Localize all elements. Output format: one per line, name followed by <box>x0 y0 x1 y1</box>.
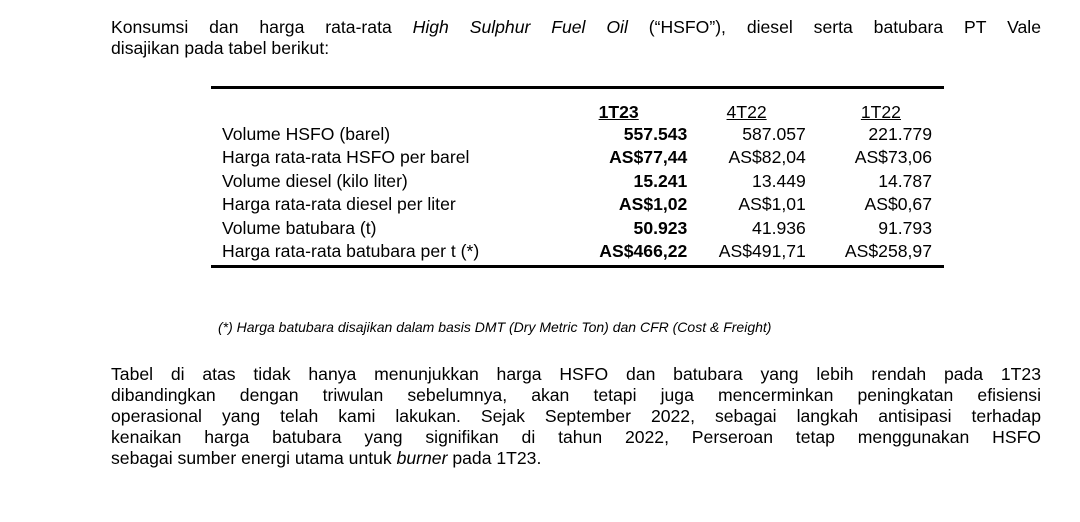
body-line-5-text-b: pada 1T23. <box>447 448 542 468</box>
body-paragraph <box>111 364 1041 469</box>
table-header-row <box>211 88 944 123</box>
row-label: Harga rata-rata diesel per liter <box>222 194 456 215</box>
value-1t23: AS$77,44 <box>609 147 688 168</box>
row-label: Volume diesel (kilo liter) <box>222 170 408 191</box>
body-italic-term: burner <box>396 448 448 468</box>
value-1t22: AS$73,06 <box>854 147 932 168</box>
value-1t23: 557.543 <box>623 123 688 144</box>
value-4t22: 587.057 <box>742 123 806 144</box>
body-line-4: kenaikan harga batubara yang signifikan di tahun 2022, Perseroan tetap menggunakan HSFO <box>111 427 1041 447</box>
value-4t22: AS$82,04 <box>728 147 806 168</box>
intro-italic-term: High Sulphur Fuel Oil <box>412 17 628 37</box>
row-label: Harga rata-rata HSFO per barel <box>222 147 470 168</box>
intro-line-1 <box>111 17 1041 38</box>
consumption-price-table <box>211 86 944 268</box>
table-footnote: (*) Harga batubara disajikan dalam basis DMT (Dry Metric Ton) dan CFR (Cost & Freight) <box>218 319 772 335</box>
value-1t23: 15.241 <box>633 170 688 191</box>
value-1t23: 50.923 <box>633 217 688 238</box>
row-label: Volume batubara (t) <box>222 217 377 238</box>
body-line-1: Tabel di atas tidak hanya menunjukkan harga HSFO dan batubara yang lebih rendah pada 1T23 <box>111 364 1041 384</box>
value-1t22: AS$0,67 <box>864 194 932 215</box>
value-4t22: 41.936 <box>752 217 806 238</box>
value-4t22: AS$491,71 <box>687 240 806 267</box>
value-1t22: AS$258,97 <box>806 240 944 267</box>
row-label: Volume HSFO (barel) <box>222 123 391 144</box>
intro-line-2: disajikan pada tabel berikut: <box>111 38 330 58</box>
value-1t23: AS$1,02 <box>618 194 688 215</box>
header-1t22: 1T22 <box>806 88 944 123</box>
value-1t23: AS$466,22 <box>544 240 687 267</box>
value-1t22: 14.787 <box>878 170 932 191</box>
body-line-5 <box>111 448 1041 469</box>
header-label-cell <box>211 88 544 123</box>
value-4t22: AS$1,01 <box>738 194 806 215</box>
table-row <box>211 146 944 170</box>
row-label: Harga rata-rata batubara per t (*) <box>211 240 544 267</box>
value-1t22: 221.779 <box>868 123 932 144</box>
table-row <box>211 240 944 267</box>
header-1t23: 1T23 <box>544 88 687 123</box>
value-4t22: 13.449 <box>752 170 806 191</box>
intro-text-a: Konsumsi dan harga rata-rata <box>111 17 413 37</box>
table-row <box>211 216 944 240</box>
header-4t22: 4T22 <box>687 88 806 123</box>
body-line-3: operasional yang telah kami lakukan. Sejak September 2022, sebagai langkah antisipasi terhadap <box>111 406 1041 426</box>
intro-paragraph <box>111 17 1041 59</box>
value-1t22: 91.793 <box>878 217 932 238</box>
table-row <box>211 169 944 193</box>
body-line-5-text-a: sebagai sumber energi utama untuk <box>111 448 397 468</box>
intro-text-b: (“HSFO”), diesel serta batubara PT Vale <box>627 17 1041 37</box>
table-row <box>211 193 944 217</box>
table-row <box>211 122 944 146</box>
body-line-2: dibandingkan dengan triwulan sebelumnya, akan tetapi juga mencerminkan peningkatan efisiensi <box>111 385 1041 405</box>
